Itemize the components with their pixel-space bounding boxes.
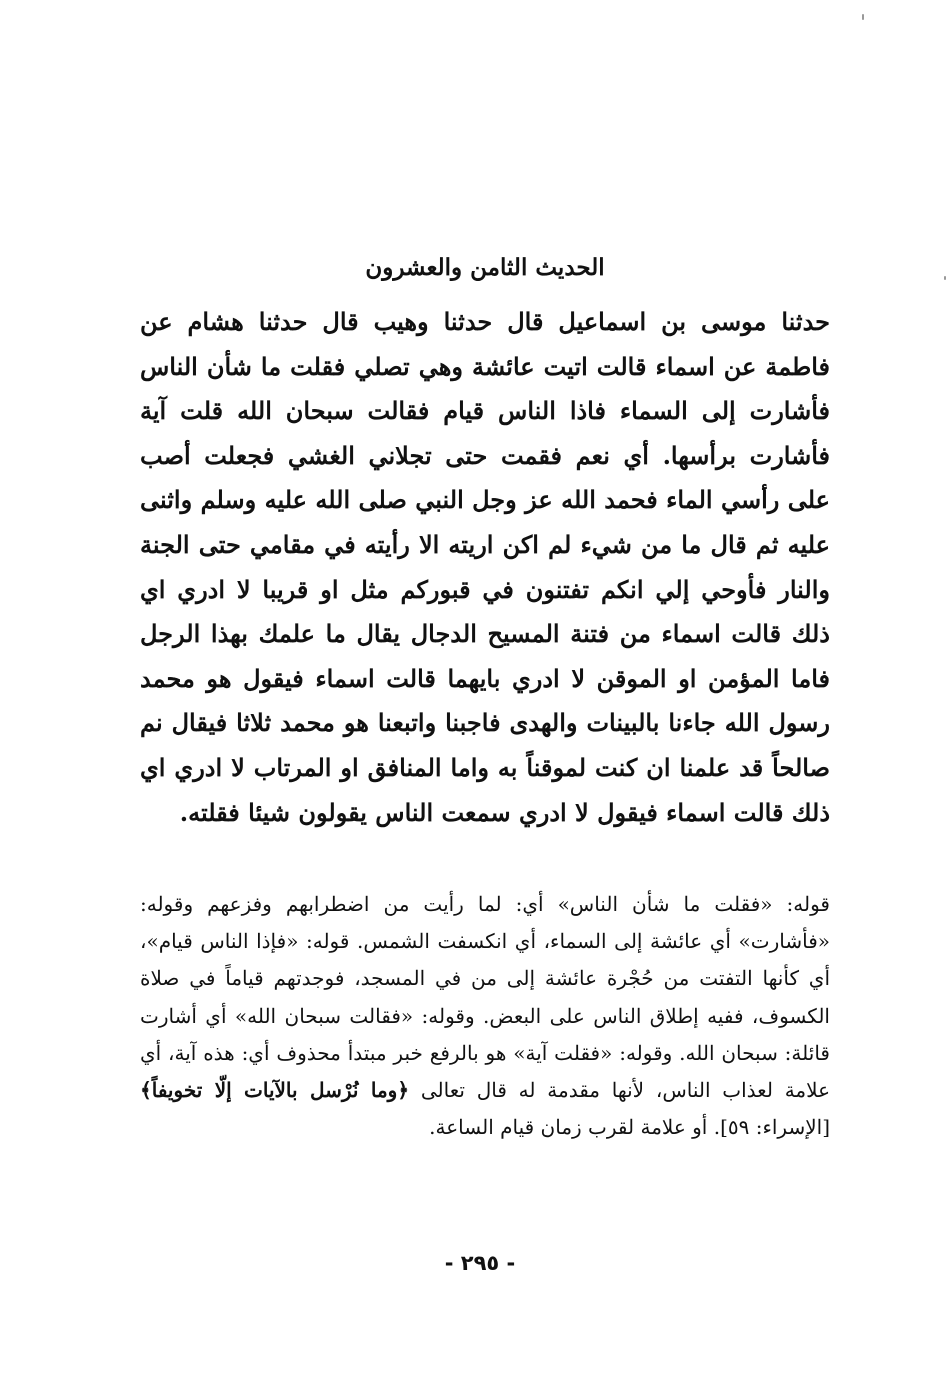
commentary-block [140, 886, 830, 1146]
commentary-paragraph [140, 886, 830, 1146]
scan-speck [862, 14, 864, 20]
hadith-text-block [140, 300, 830, 835]
hadith-text: حدثنا موسى بن اسماعيل قال حدثنا وهيب قال حدثنا هشام عن فاطمة عن اسماء قالت اتيت عائشة وهي تصلي فقلت ما شأن الناس فأشارت إلى السماء فاذا الناس قيام فقالت سبحان الله قلت آية فأشارت برأسها. أي نعم فقمت حتى تجلاني الغشي فجعلت أصب على رأسي الماء فحمد الله عز وجل النبي صلى الله عليه وسلم واثنى عليه ثم قال ما من شيء لم اكن اريته الا رأيته في مقامي حتى الجنة والنار فأوحي إلي انكم تفتنون في قبوركم مثل او قريبا لا ادري اي ذلك قالت اسماء من فتنة المسيح الدجال يقال ما علمك بهذا الرجل فاما المؤمن او الموقن لا ادري بايهما قالت اسماء فيقول هو محمد رسول الله جاءنا بالبينات والهدى فاجبنا واتبعنا هو محمد ثلاثا فيقال نم صالحاً قد علمنا ان كنت لموقناً به واما المنافق او المرتاب لا ادري اي ذلك قالت اسماء فيقول لا ادري سمعت الناس يقولون شيئا فقلته. [140, 307, 830, 827]
page-number: - ٢٩٥ - [444, 1251, 516, 1275]
scan-speck [944, 276, 946, 280]
hadith-title: الحديث الثامن والعشرون [365, 254, 605, 281]
commentary-text-before-verse: قوله: «فقلت ما شأن الناس» أي: لما رأيت من اضطرابهم وفزعهم وقوله: «فأشارت» أي عائشة إلى السماء، أي انكسفت الشمس. قوله: «فإذا الناس قيام»، أي كأنها التفتت من حُجْرة عائشة إلى من في المسجد، فوجدتهم قياماً في صلاة الكسوف، ففيه إطلاق الناس على البعض. وقوله: «فقالت سبحان الله» أي أشارت قائلة: سبحان الله. وقوله: «فقلت آية» هو بالرفع خبر مبتدأ محذوف أي: هذه آية، أي علامة لعذاب الناس، لأنها مقدمة له قال تعالى [140, 892, 830, 1103]
commentary-text-after-verse: [الإسراء: ٥٩]. أو علامة لقرب زمان قيام الساعة. [429, 1115, 830, 1140]
quran-verse: ﴿وما نُرْسل بالآيات إلّا تخويفاً﴾ [140, 1078, 410, 1103]
